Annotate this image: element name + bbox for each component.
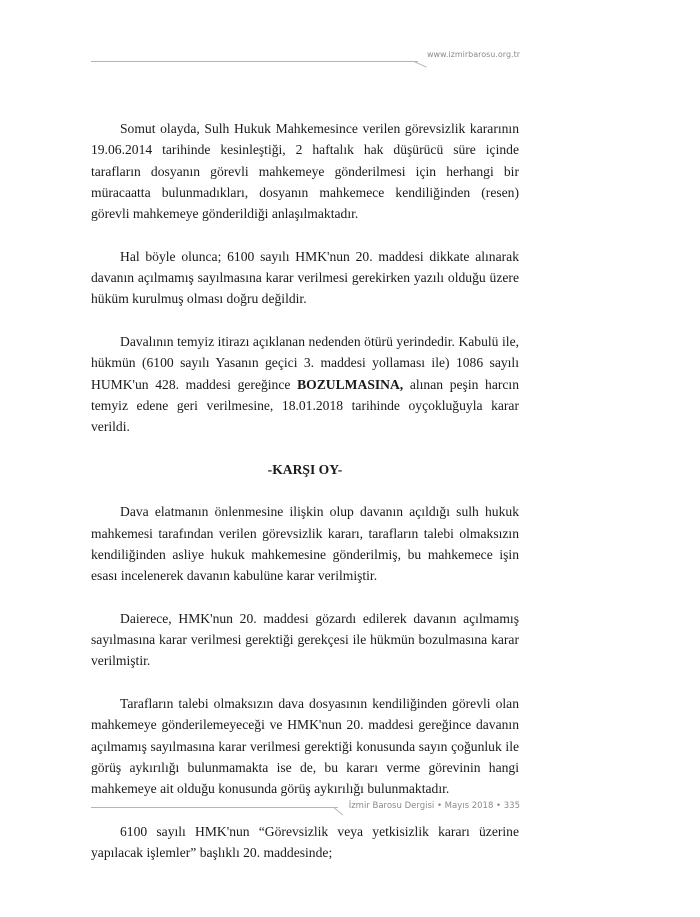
dissent-paragraph-2: Daierece, HMK'nun 20. maddesi gözardı edilerek davanın açılmamış sayılmasına karar verilmesi gerektiği gerekçesi ile hükmün bozulmasına karar verilmiştir. xyxy=(91,610,519,669)
decision-text-after: alınan peşin harcın temyiz edene geri verilmesine, 18.01.2018 tarihinde oyçokluğuyla karar verildi. xyxy=(91,376,520,435)
decision-text-before: Davalının temyiz itirazı açıklanan nedenden ötürü yerindedir. Kabulü ile, hükmün (6100 sayılı Yasanın geçici 3. maddesi yollaması ile) 1086 sayılı HUMK'un 428. maddesi gereğince xyxy=(91,333,519,392)
header-url: www.izmirbarosu.org.tr xyxy=(426,50,520,59)
paragraph-1: Somut olayda, Sulh Hukuk Mahkemesince verilen görevsizlik kararının 19.06.2014 tarihinde kesinleştiği, 2 haftalık hak düşürücü süre içinde tarafların dosyanın görevli mahkemeye gönderilmesi için herhangi bir müracaatta bulunmadıkları, dosyanın mahkemece kendiliğinden (resen) görevli mahkemeye gönderildiği anlaşılmaktadır. xyxy=(91,121,519,222)
dissent-paragraph-4: 6100 sayılı HMK'nun “Görevsizlik veya yetkisizlik kararı üzerine yapılacak işlemler” başlıklı 20. maddesinde; xyxy=(91,823,519,861)
decision-bold-text: BOZULMASINA, xyxy=(297,376,404,392)
footer-rule xyxy=(91,807,338,808)
header-rule xyxy=(91,61,418,62)
paragraph-2: Hal böyle olunca; 6100 sayılı HMK'nun 20. maddesi dikkate alınarak davanın açılmamış sayılmasına karar verilmesi gerekirken yazılı olduğu üzere hüküm kurulmuş olması doğru değildir. xyxy=(91,248,519,307)
decision-paragraph xyxy=(91,331,519,437)
page-body xyxy=(91,118,519,885)
dissent-heading: -KARŞI OY- xyxy=(267,461,343,477)
dissent-paragraph-1: Dava elatmanın önlenmesine ilişkin olup davanın açıldığı sulh hukuk mahkemesi tarafından verilen görevsizlik kararı, tarafların talebi olmaksızın kendiliğinden asliye hukuk mahkemesine gönderilmiş, bu mahkemece işin esası incelenerek davanın kabulüne karar verilmiştir. xyxy=(91,504,519,584)
dissent-paragraph-3: Tarafların talebi olmaksızın dava dosyasının kendiliğinden görevli olan mahkemeye gönderilemeyeceği ve HMK'nun 20. maddesi gereğince davanın açılmamış sayılmasına karar verilmesi gerektiği konusunda sayın çoğunluk ile görüş aykırılığı bulunmamakta ise de, bu kararı verme görevinin hangi mahkemeye ait olduğu konusunda görüş aykırılığı bulunmaktadır. xyxy=(91,696,519,797)
footer-text: İzmir Barosu Dergisi • Mayıs 2018 • 335 xyxy=(348,801,520,811)
header-rule-slant xyxy=(414,61,427,68)
